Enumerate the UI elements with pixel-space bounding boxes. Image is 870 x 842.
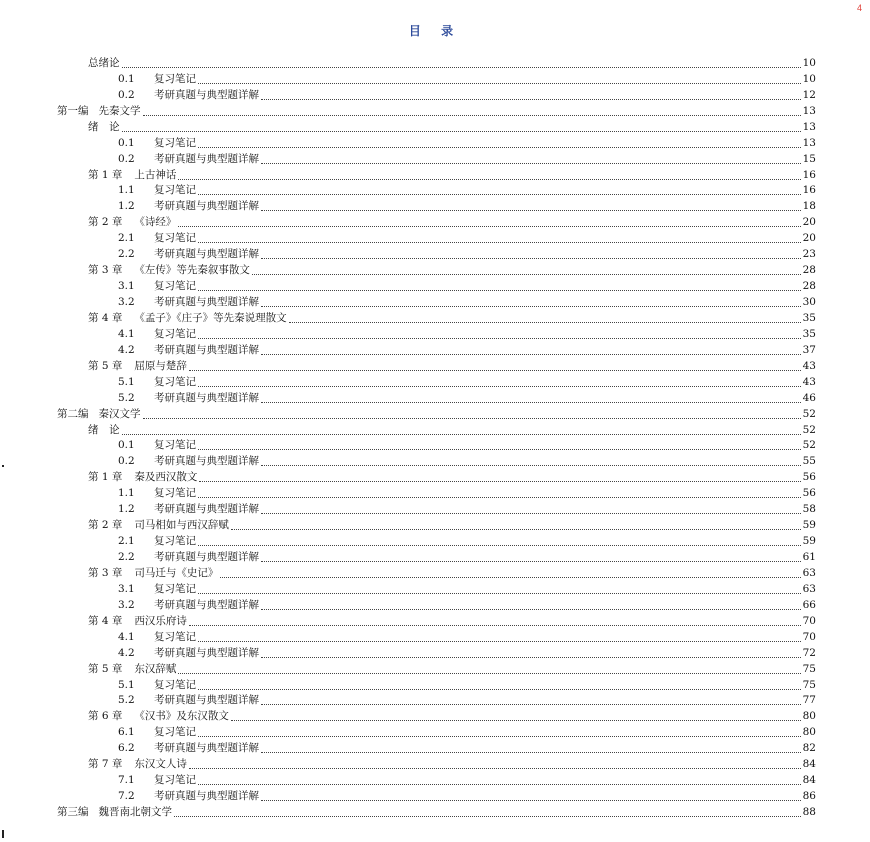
toc-entry-page: 23 (802, 248, 816, 261)
toc-entry-page: 37 (802, 343, 816, 356)
toc-entry-number: 0.1 (118, 136, 135, 149)
toc-entry-title: 复习笔记 (154, 72, 196, 85)
toc-entry[interactable] (0, 789, 870, 805)
toc-entry[interactable] (0, 454, 870, 470)
dot-leader (178, 226, 800, 227)
toc-entry-number: 第 5 章 (88, 359, 123, 372)
toc-entry-page: 75 (802, 662, 816, 675)
toc-entry[interactable] (0, 391, 870, 407)
dot-leader (231, 529, 801, 530)
toc-entry-line (118, 199, 816, 215)
toc-entry-page: 52 (802, 407, 816, 420)
dot-leader (261, 402, 801, 403)
toc-entry-number: 第 1 章 (88, 471, 123, 484)
dot-leader (198, 689, 801, 690)
toc-entry-number: 第 3 章 (88, 566, 123, 579)
toc-entry-title: 考研真题与典型题详解 (154, 152, 259, 165)
toc-entry-page: 10 (802, 72, 816, 85)
toc-entry[interactable] (0, 725, 870, 741)
toc-entry-title: 复习笔记 (154, 535, 196, 548)
toc-entry-title: 复习笔记 (154, 774, 196, 787)
toc-entry-line (88, 566, 816, 582)
toc-entry-line (118, 152, 816, 168)
dot-leader (261, 704, 801, 705)
dot-leader (174, 816, 801, 817)
toc-entry-title: 考研真题与典型题详解 (154, 391, 259, 404)
toc-entry[interactable] (0, 518, 870, 534)
toc-entry-line (88, 359, 816, 375)
toc-entry[interactable] (0, 630, 870, 646)
toc-entry-number: 4.2 (118, 343, 135, 356)
toc-entry-page: 63 (802, 582, 816, 595)
toc-entry-page: 18 (802, 200, 816, 213)
table-of-contents (0, 56, 870, 821)
toc-entry[interactable] (0, 470, 870, 486)
toc-entry-page: 28 (802, 280, 816, 293)
toc-entry-number: 第 4 章 (88, 614, 123, 627)
toc-entry-page: 61 (802, 551, 816, 564)
toc-entry-line (118, 327, 816, 343)
toc-entry-line (118, 598, 816, 614)
toc-entry-title: 《汉书》及东汉散文 (134, 710, 229, 723)
toc-entry-title: 总绪论 (88, 56, 120, 69)
toc-entry-title: 秦汉文学 (98, 407, 141, 420)
toc-entry-page: 86 (802, 790, 816, 803)
dot-leader (261, 752, 801, 753)
toc-entry-page: 80 (802, 726, 816, 739)
toc-entry-number: 第三编 (57, 806, 89, 819)
toc-entry-number: 0.1 (118, 439, 135, 452)
toc-entry-line (88, 757, 816, 773)
toc-entry-title: 考研真题与典型题详解 (154, 551, 259, 564)
toc-entry-number: 第 4 章 (88, 311, 123, 324)
dot-leader (198, 641, 801, 642)
dot-leader (143, 418, 801, 419)
toc-entry-line (118, 295, 816, 311)
dot-leader (198, 242, 801, 243)
toc-entry-line (118, 725, 816, 741)
toc-entry-page: 59 (802, 535, 816, 548)
toc-entry-line (88, 311, 816, 327)
toc-entry-line (118, 391, 816, 407)
toc-entry-number: 4.1 (118, 327, 135, 340)
dot-leader (198, 194, 801, 195)
toc-entry-number: 1.1 (118, 487, 135, 500)
toc-entry-line (118, 773, 816, 789)
toc-entry-number: 1.2 (118, 503, 135, 516)
toc-entry-line (88, 56, 816, 72)
dot-leader (198, 545, 801, 546)
toc-entry-number: 第 2 章 (88, 519, 123, 532)
toc-entry-number: 4.1 (118, 630, 135, 643)
toc-entry-title: 复习笔记 (154, 375, 196, 388)
toc-entry-number: 3.2 (118, 598, 135, 611)
dot-leader (198, 147, 801, 148)
toc-entry-title: 复习笔记 (154, 439, 196, 452)
toc-entry-page: 52 (802, 423, 816, 436)
toc-entry-title: 复习笔记 (154, 232, 196, 245)
toc-entry-line (118, 231, 816, 247)
toc-entry[interactable] (0, 263, 870, 279)
toc-entry-page: 13 (802, 120, 816, 133)
toc-entry-line (118, 502, 816, 518)
toc-entry[interactable] (0, 646, 870, 662)
toc-entry-page: 77 (802, 694, 816, 707)
toc-entry-page: 66 (802, 598, 816, 611)
toc-entry-line (118, 486, 816, 502)
toc-entry-title: 考研真题与典型题详解 (154, 503, 259, 516)
toc-entry-title: 考研真题与典型题详解 (154, 200, 259, 213)
toc-entry[interactable] (0, 423, 870, 439)
toc-entry[interactable] (0, 678, 870, 694)
toc-entry-number: 0.2 (118, 88, 135, 101)
toc-entry-line (57, 104, 816, 120)
toc-entry-line (118, 630, 816, 646)
dot-leader (198, 784, 801, 785)
toc-entry-title: 《孟子》《庄子》等先秦说理散文 (134, 311, 287, 324)
toc-entry-title: 《左传》等先秦叙事散文 (134, 264, 250, 277)
toc-entry-line (118, 279, 816, 295)
toc-entry-title: 复习笔记 (154, 136, 196, 149)
dot-leader (198, 83, 801, 84)
toc-entry-number: 6.1 (118, 726, 135, 739)
toc-entry-page: 13 (802, 104, 816, 117)
dot-leader (261, 465, 801, 466)
toc-entry[interactable] (0, 168, 870, 184)
dot-leader (261, 800, 801, 801)
toc-entry-page: 75 (802, 678, 816, 691)
toc-entry[interactable] (0, 359, 870, 375)
toc-entry-page: 70 (802, 630, 816, 643)
toc-entry[interactable] (0, 72, 870, 88)
toc-entry-title: 先秦文学 (98, 104, 141, 117)
toc-entry-number: 0.1 (118, 72, 135, 85)
toc-entry-number: 1.2 (118, 200, 135, 213)
toc-entry[interactable] (0, 343, 870, 359)
toc-entry[interactable] (0, 104, 870, 120)
toc-entry-page: 35 (802, 311, 816, 324)
toc-entry-line (88, 662, 816, 678)
toc-entry-line (118, 534, 816, 550)
toc-entry-title: 考研真题与典型题详解 (154, 790, 259, 803)
toc-entry-number: 5.2 (118, 694, 135, 707)
toc-entry-number: 2.2 (118, 248, 135, 261)
toc-entry[interactable] (0, 757, 870, 773)
toc-entry-number: 第 3 章 (88, 264, 123, 277)
dot-leader (198, 290, 801, 291)
dot-leader (198, 449, 801, 450)
toc-entry-line (118, 136, 816, 152)
toc-entry[interactable] (0, 709, 870, 725)
toc-entry-title: 复习笔记 (154, 327, 196, 340)
toc-entry-page: 10 (802, 56, 816, 69)
dot-leader (261, 354, 801, 355)
toc-entry-title: 上古神话 (134, 168, 177, 181)
toc-entry-line (88, 215, 816, 231)
toc-entry-title: 考研真题与典型题详解 (154, 248, 259, 261)
toc-entry-number: 2.2 (118, 551, 135, 564)
toc-entry-line (118, 582, 816, 598)
toc-entry-line (118, 375, 816, 391)
toc-entry-title: 考研真题与典型题详解 (154, 694, 259, 707)
toc-entry-title: 东汉文人诗 (134, 758, 187, 771)
dot-leader (189, 370, 801, 371)
toc-entry[interactable] (0, 741, 870, 757)
toc-entry-page: 16 (802, 184, 816, 197)
toc-entry[interactable] (0, 231, 870, 247)
toc-entry[interactable] (0, 295, 870, 311)
toc-entry-line (88, 263, 816, 279)
toc-entry-title: 复习笔记 (154, 582, 196, 595)
toc-entry[interactable] (0, 614, 870, 630)
dot-leader (122, 67, 801, 68)
toc-entry[interactable] (0, 550, 870, 566)
toc-entry-number: 第 7 章 (88, 758, 123, 771)
dot-leader (189, 625, 801, 626)
dot-leader (199, 481, 800, 482)
toc-entry-page: 12 (802, 88, 816, 101)
toc-entry-line (57, 805, 816, 821)
dot-leader (261, 163, 801, 164)
toc-entry-line (88, 120, 816, 136)
toc-entry-title: 复习笔记 (154, 678, 196, 691)
margin-mark (2, 465, 4, 467)
toc-entry-title: 考研真题与典型题详解 (154, 742, 259, 755)
toc-entry[interactable] (0, 120, 870, 136)
toc-entry-page: 30 (802, 296, 816, 309)
toc-entry-title: 复习笔记 (154, 280, 196, 293)
toc-entry-title: 司马相如与西汉辞赋 (134, 519, 229, 532)
toc-entry-title: 西汉乐府诗 (134, 614, 187, 627)
toc-entry-line (118, 184, 816, 200)
toc-entry-page: 88 (802, 806, 816, 819)
toc-entry-line (118, 646, 816, 662)
toc-entry[interactable] (0, 694, 870, 710)
toc-entry-number: 5.1 (118, 375, 135, 388)
toc-entry[interactable] (0, 56, 870, 72)
dot-leader (198, 736, 801, 737)
page-title: 目 录 (408, 24, 462, 38)
toc-entry-page: 35 (802, 327, 816, 340)
toc-entry-line (118, 439, 816, 455)
toc-entry-number: 5.1 (118, 678, 135, 691)
margin-mark (2, 830, 4, 838)
toc-entry[interactable] (0, 136, 870, 152)
toc-entry-title: 秦及西汉散文 (134, 471, 198, 484)
toc-entry-line (118, 741, 816, 757)
toc-entry-page: 80 (802, 710, 816, 723)
dot-leader (261, 258, 801, 259)
toc-entry-line (88, 518, 816, 534)
toc-entry-number: 0.2 (118, 455, 135, 468)
toc-entry-page: 58 (802, 503, 816, 516)
toc-entry-line (118, 678, 816, 694)
toc-entry-number: 3.1 (118, 582, 135, 595)
toc-entry-title: 绪 论 (88, 120, 120, 133)
toc-entry-line (57, 407, 816, 423)
toc-entry-title: 考研真题与典型题详解 (154, 455, 259, 468)
dot-leader (220, 577, 800, 578)
toc-entry[interactable] (0, 407, 870, 423)
dot-leader (289, 322, 801, 323)
toc-entry-page: 59 (802, 519, 816, 532)
dot-leader (143, 115, 801, 116)
toc-entry-line (88, 470, 816, 486)
toc-entry-number: 第 2 章 (88, 216, 123, 229)
toc-entry-title: 东汉辞赋 (134, 662, 177, 675)
dot-leader (122, 434, 801, 435)
toc-entry-number: 7.1 (118, 774, 135, 787)
toc-entry[interactable] (0, 582, 870, 598)
toc-entry-line (118, 454, 816, 470)
dot-leader (261, 513, 801, 514)
toc-entry[interactable] (0, 327, 870, 343)
toc-entry-title: 考研真题与典型题详解 (154, 296, 259, 309)
toc-entry-number: 2.1 (118, 535, 135, 548)
toc-entry-number: 3.1 (118, 280, 135, 293)
toc-entry-page: 72 (802, 646, 816, 659)
toc-entry-number: 7.2 (118, 790, 135, 803)
toc-entry-title: 考研真题与典型题详解 (154, 343, 259, 356)
toc-entry-line (118, 247, 816, 263)
toc-entry-title: 考研真题与典型题详解 (154, 598, 259, 611)
toc-entry[interactable] (0, 566, 870, 582)
toc-entry-line (118, 343, 816, 359)
toc-entry-line (88, 423, 816, 439)
toc-entry-title: 司马迁与《史记》 (134, 566, 219, 579)
toc-entry[interactable] (0, 279, 870, 295)
toc-entry-page: 56 (802, 471, 816, 484)
toc-entry-title: 复习笔记 (154, 630, 196, 643)
dot-leader (198, 386, 801, 387)
toc-entry[interactable] (0, 502, 870, 518)
toc-entry-page: 84 (802, 774, 816, 787)
dot-leader (178, 673, 800, 674)
toc-entry-number: 3.2 (118, 296, 135, 309)
toc-entry-line (88, 709, 816, 725)
toc-entry[interactable] (0, 662, 870, 678)
toc-entry-title: 屈原与楚辞 (134, 359, 187, 372)
toc-entry-page: 82 (802, 742, 816, 755)
toc-entry-number: 第一编 (57, 104, 89, 117)
toc-entry-title: 复习笔记 (154, 184, 196, 197)
toc-entry[interactable] (0, 439, 870, 455)
toc-entry[interactable] (0, 215, 870, 231)
dot-leader (189, 768, 801, 769)
toc-entry[interactable] (0, 598, 870, 614)
toc-entry[interactable] (0, 534, 870, 550)
dot-leader (261, 561, 801, 562)
toc-entry-number: 第 6 章 (88, 710, 123, 723)
toc-entry-number: 0.2 (118, 152, 135, 165)
toc-entry-page: 20 (802, 232, 816, 245)
toc-entry-line (88, 168, 816, 184)
toc-entry[interactable] (0, 805, 870, 821)
toc-entry-number: 第 1 章 (88, 168, 123, 181)
toc-entry-page: 52 (802, 439, 816, 452)
toc-entry-page: 15 (802, 152, 816, 165)
toc-entry-number: 6.2 (118, 742, 135, 755)
toc-entry-number: 第二编 (57, 407, 89, 420)
dot-leader (231, 720, 801, 721)
toc-entry-page: 63 (802, 566, 816, 579)
toc-entry[interactable] (0, 199, 870, 215)
dot-leader (261, 99, 801, 100)
toc-entry-page: 16 (802, 168, 816, 181)
toc-entry-number: 5.2 (118, 391, 135, 404)
toc-entry-line (118, 550, 816, 566)
toc-entry-page: 20 (802, 216, 816, 229)
page-number: 4 (856, 3, 862, 13)
toc-entry[interactable] (0, 88, 870, 104)
toc-entry-line (118, 72, 816, 88)
toc-entry-page: 43 (802, 359, 816, 372)
toc-entry-number: 第 5 章 (88, 662, 123, 675)
toc-entry-number: 1.1 (118, 184, 135, 197)
toc-entry[interactable] (0, 152, 870, 168)
toc-entry-title: 考研真题与典型题详解 (154, 646, 259, 659)
dot-leader (178, 179, 800, 180)
toc-entry-line (88, 614, 816, 630)
toc-entry-page: 46 (802, 391, 816, 404)
toc-entry-page: 28 (802, 264, 816, 277)
dot-leader (261, 609, 801, 610)
toc-entry-title: 《诗经》 (134, 216, 177, 229)
toc-entry[interactable] (0, 486, 870, 502)
toc-entry-title: 魏晋南北朝文学 (98, 806, 172, 819)
toc-entry-page: 70 (802, 614, 816, 627)
dot-leader (261, 657, 801, 658)
toc-entry-page: 13 (802, 136, 816, 149)
toc-entry-page: 56 (802, 487, 816, 500)
toc-entry[interactable] (0, 247, 870, 263)
toc-entry-line (118, 789, 816, 805)
dot-leader (198, 497, 801, 498)
toc-entry-page: 43 (802, 375, 816, 388)
dot-leader (261, 210, 801, 211)
toc-entry[interactable] (0, 311, 870, 327)
dot-leader (261, 306, 801, 307)
toc-entry-title: 复习笔记 (154, 487, 196, 500)
toc-entry[interactable] (0, 184, 870, 200)
toc-entry-line (118, 88, 816, 104)
toc-entry-page: 84 (802, 758, 816, 771)
toc-entry-number: 2.1 (118, 232, 135, 245)
dot-leader (198, 593, 801, 594)
toc-entry-title: 考研真题与典型题详解 (154, 88, 259, 101)
toc-entry-line (118, 694, 816, 710)
toc-entry[interactable] (0, 773, 870, 789)
dot-leader (198, 338, 801, 339)
toc-entry[interactable] (0, 375, 870, 391)
toc-entry-number: 4.2 (118, 646, 135, 659)
toc-entry-page: 55 (802, 455, 816, 468)
toc-entry-title: 复习笔记 (154, 726, 196, 739)
toc-entry-title: 绪 论 (88, 423, 120, 436)
dot-leader (252, 274, 801, 275)
dot-leader (122, 131, 801, 132)
